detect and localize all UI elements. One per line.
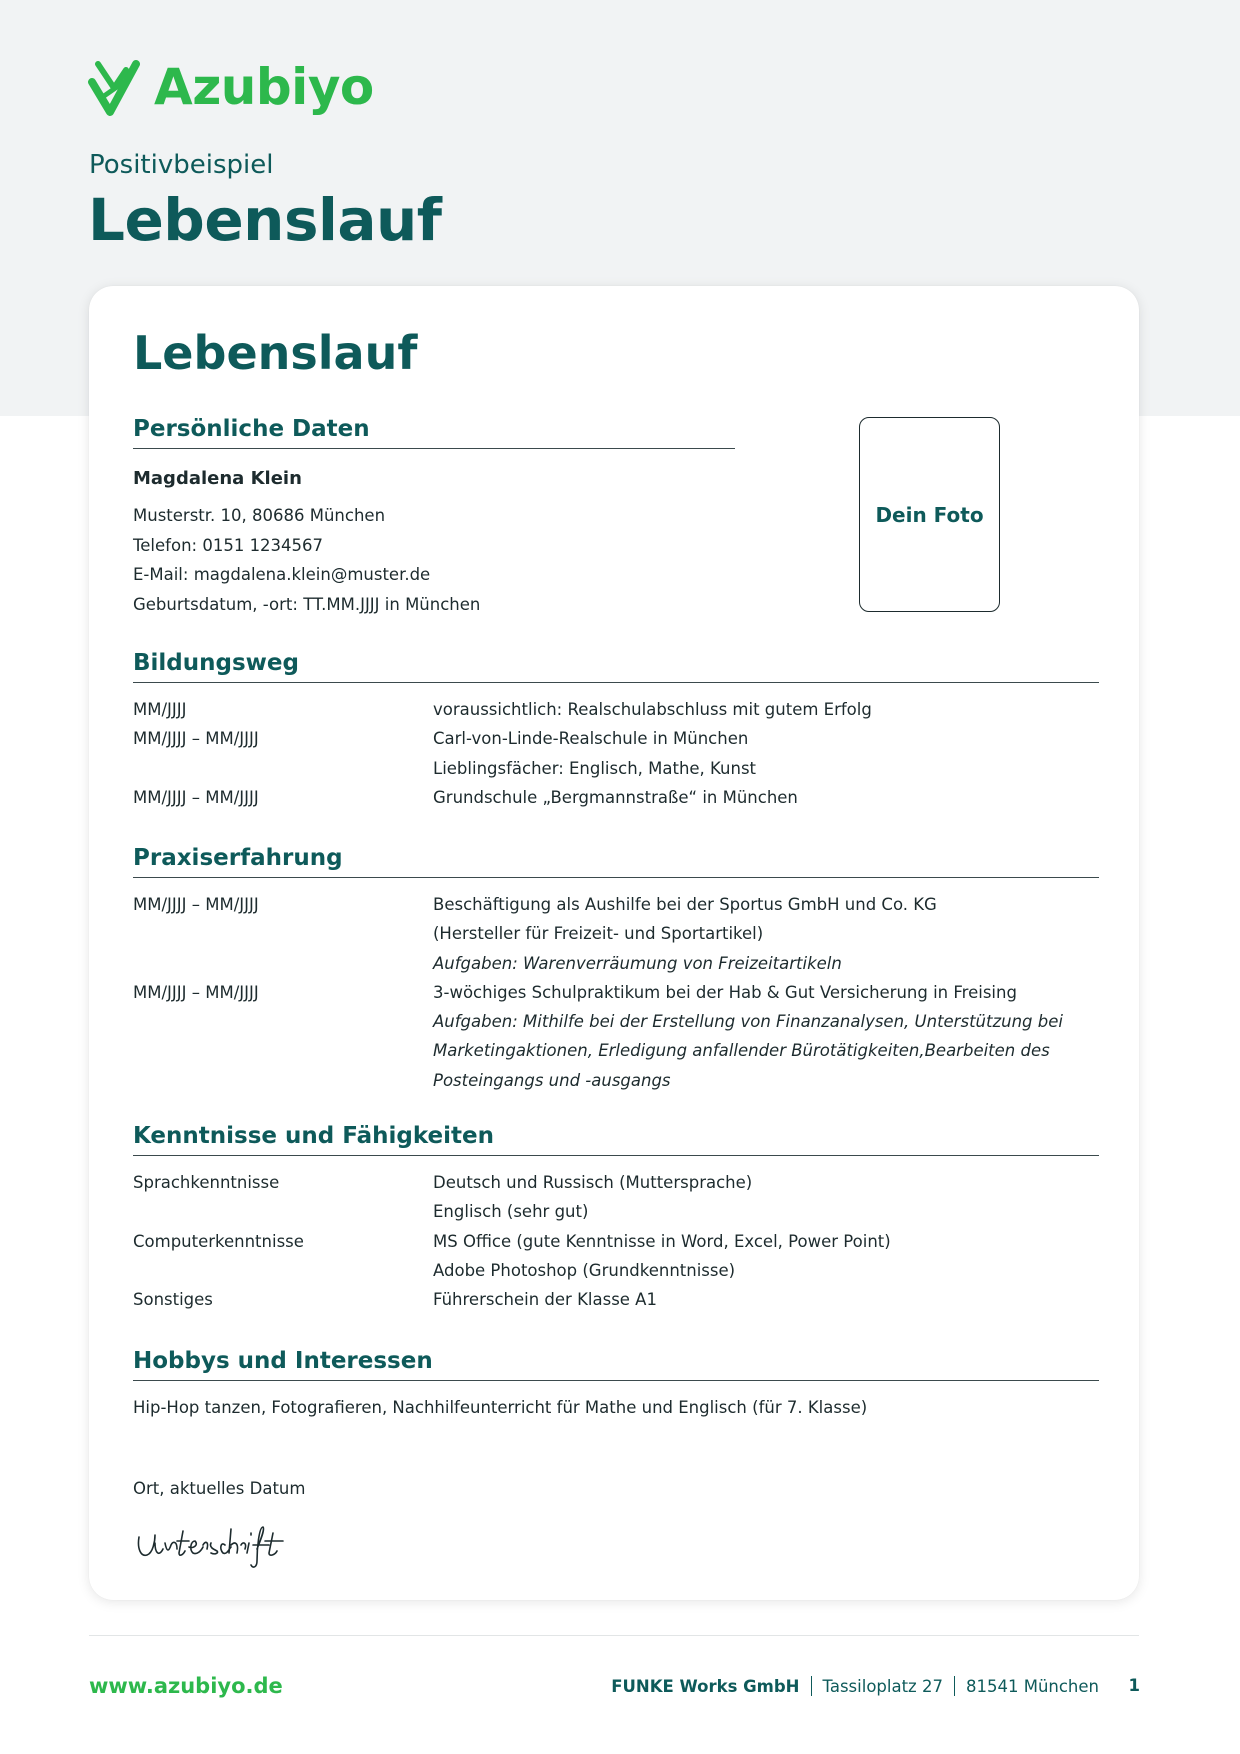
section-experience [133,845,1099,1095]
section-skills [133,1123,1099,1314]
footer-separator [954,1676,955,1696]
experience-row: Aufgaben: Mithilfe bei der Erstellung von Finanzanalysen, Unterstützung bei [433,1012,1063,1032]
footer-address [611,1676,1099,1696]
email-line: E-Mail: magdalena.klein@muster.de [133,565,431,584]
education-row: Lieblingsfächer: Englisch, Mathe, Kunst [433,758,757,778]
skills-row: Computerkenntnisse MS Office (gute Kenntnisse in Word, Excel, Power Point) [133,1231,891,1251]
azubiyo-logo-icon [88,56,140,118]
skills-row: Sprachkenntnisse Deutsch und Russisch (Muttersprache) [133,1173,753,1192]
section-heading: Praxiserfahrung [133,845,1099,878]
page-title: Lebenslauf [88,186,442,254]
page-number: 1 [1128,1676,1140,1695]
cv-card [89,286,1139,1600]
cv-title: Lebenslauf [133,326,418,380]
photo-label: Dein Foto [875,502,984,527]
section-personal [133,416,735,619]
experience-row: (Hersteller für Freizeit- und Sportartikel) [433,924,764,944]
skills-row: Adobe Photoshop (Grundkenntnisse) [433,1260,736,1280]
experience-row: Aufgaben: Warenverräumung von Freizeitartikeln [433,953,842,973]
section-heading: Hobbys und Interessen [133,1348,1099,1381]
footer-divider [89,1635,1139,1636]
signature-icon [133,1519,303,1571]
hobbies-text: Hip-Hop tanzen, Fotografieren, Nachhilfeunterricht für Mathe und Englisch (für 7. Klasse) [133,1398,868,1417]
section-hobbies [133,1348,1099,1423]
birth-line: Geburtsdatum, -ort: TT.MM.JJJJ in München [133,594,481,614]
skills-row: Englisch (sehr gut) [433,1202,589,1222]
logo-text: Azubiyo [154,58,374,116]
footer-website-link[interactable]: www.azubiyo.de [89,1674,283,1698]
place-date: Ort, aktuelles Datum [133,1479,306,1498]
experience-row: Posteingangs und -ausgangs [433,1070,671,1090]
skills-row: Sonstiges Führerschein der Klasse A1 [133,1290,657,1310]
section-education [133,650,1099,812]
education-row: MM/JJJJ voraussichtlich: Realschulabschluss mit gutem Erfolg [133,700,872,719]
photo-placeholder [859,417,1000,612]
person-name: Magdalena Klein [133,468,302,489]
page-eyebrow: Positivbeispiel [89,150,274,180]
signature [133,1519,303,1575]
footer-street: Tassiloplatz 27 [822,1676,943,1696]
footer-city: 81541 München [965,1676,1099,1696]
education-row: MM/JJJJ – MM/JJJJ Carl-von-Linde-Realschule in München [133,729,749,749]
experience-row: MM/JJJJ – MM/JJJJ 3-wöchiges Schulpraktikum bei der Hab & Gut Versicherung in Freising [133,982,1017,1002]
experience-row: Marketingaktionen, Erledigung anfallender Bürotätigkeiten,Bearbeiten des [433,1041,1050,1061]
phone-line: Telefon: 0151 1234567 [133,535,324,555]
azubiyo-logo[interactable] [88,56,374,118]
section-heading: Bildungsweg [133,650,1099,683]
footer-separator [811,1676,812,1696]
experience-row: MM/JJJJ – MM/JJJJ Beschäftigung als Aushilfe bei der Sportus GmbH und Co. KG [133,895,937,914]
section-heading: Kenntnisse und Fähigkeiten [133,1123,1099,1156]
footer-company: FUNKE Works GmbH [611,1676,800,1696]
section-heading: Persönliche Daten [133,416,735,449]
address-line: Musterstr. 10, 80686 München [133,506,386,525]
education-row: MM/JJJJ – MM/JJJJ Grundschule „Bergmannstraße“ in München [133,787,798,807]
